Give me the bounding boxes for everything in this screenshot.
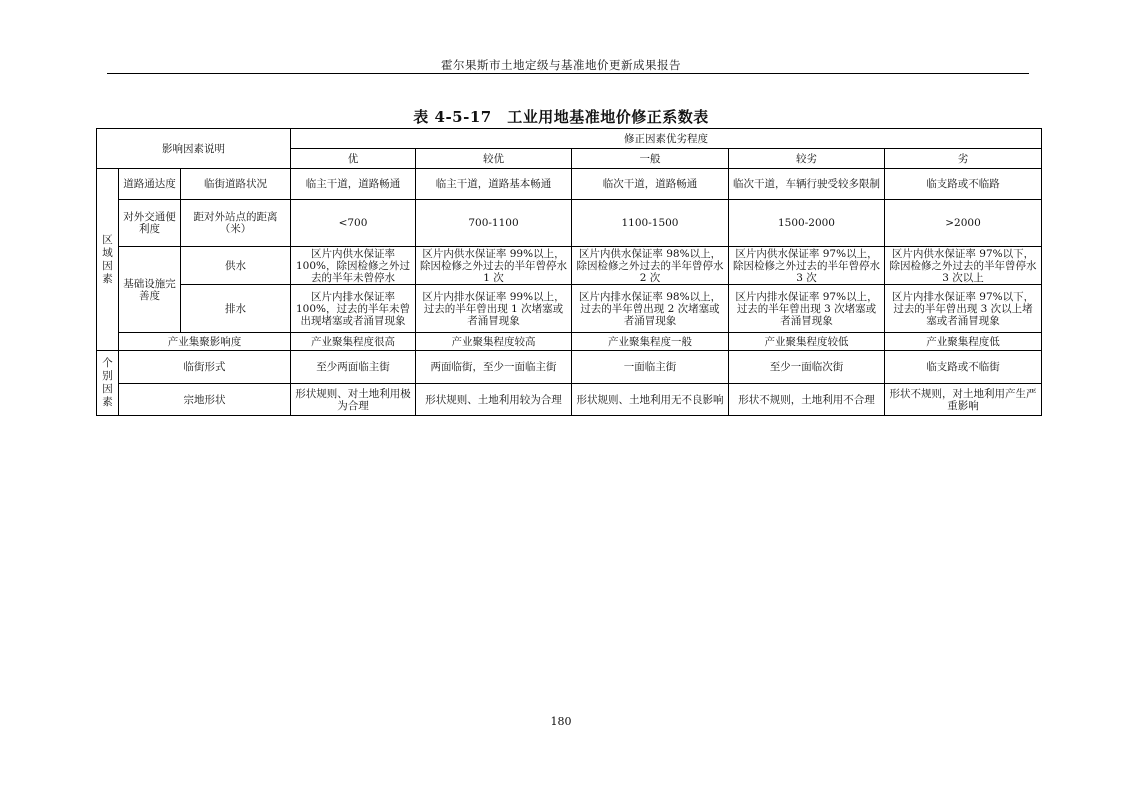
table-cell: 产业聚集程度一般 [572,333,729,351]
table-cell: 两面临街，至少一面临主街 [416,351,572,384]
header-divider [107,73,1029,74]
table-cell: 区片内供水保证率 99%以上，除因检修之外过去的半年曾停水 1 次 [416,247,572,285]
table-cell: 临次干道，车辆行驶受较多限制 [729,169,885,200]
level-header: 一般 [572,149,729,169]
table-cell: 区片内供水保证率 97%以上，除因检修之外过去的半年曾停水 3 次 [729,247,885,285]
table-cell: 临主干道，道路畅通 [291,169,416,200]
transport-category: 对外交通便利度 [119,200,181,247]
table-cell: 临次干道，道路畅通 [572,169,729,200]
table-cell: 区片内排水保证率 97%以上，过去的半年曾出现 3 次堵塞或者涌冒现象 [729,285,885,333]
table-cell: 1100-1500 [572,200,729,247]
drainage-factor: 排水 [181,285,291,333]
road-access-factor: 临街道路状况 [181,169,291,200]
table-cell: 临支路或不临路 [885,169,1042,200]
industry-agglomeration-factor: 产业集聚影响度 [119,333,291,351]
table-cell: 形状不规则，对土地利用产生严重影响 [885,384,1042,416]
table-title: 表 4-5-17 工业用地基准地价修正系数表 [413,108,709,126]
table-cell: 区片内排水保证率 97%以下，过去的半年曾出现 3 次以上堵塞或者涌冒现象 [885,285,1042,333]
table-cell: 至少一面临次街 [729,351,885,384]
table-cell: 区片内供水保证率100%，除因检修之外过去的半年未曾停水 [291,247,416,285]
table-cell: 产业聚集程度较低 [729,333,885,351]
table-cell: 区片内排水保证率 98%以上，过去的半年曾出现 2 次堵塞或者涌冒现象 [572,285,729,333]
table-cell: >2000 [885,200,1042,247]
table-cell: 至少两面临主街 [291,351,416,384]
table-cell: 一面临主街 [572,351,729,384]
table-cell: 区片内供水保证率 98%以上，除因检修之外过去的半年曾停水 2 次 [572,247,729,285]
frontage-factor: 临街形式 [119,351,291,384]
table-cell: 形状规则、对土地利用极为合理 [291,384,416,416]
table-cell: 区片内供水保证率 97%以下，除因检修之外过去的半年曾停水 3 次以上 [885,247,1042,285]
regional-factors-label: 区域因素 [97,169,119,351]
level-header: 较优 [416,149,572,169]
report-header: 霍尔果斯市土地定级与基准地价更新成果报告 [441,58,681,72]
road-access-category: 道路通达度 [119,169,181,200]
table-cell: 区片内排水保证率100%，过去的半年未曾出现堵塞或者涌冒现象 [291,285,416,333]
infrastructure-category: 基础设施完善度 [119,247,181,333]
table-cell: 产业聚集程度很高 [291,333,416,351]
level-header: 劣 [885,149,1042,169]
table-cell: <700 [291,200,416,247]
table-cell: 形状不规则，土地利用不合理 [729,384,885,416]
degree-header: 修正因素优劣程度 [291,129,1042,149]
table-cell: 形状规则、土地利用较为合理 [416,384,572,416]
level-header: 优 [291,149,416,169]
table-cell: 区片内排水保证率 99%以上，过去的半年曾出现 1 次堵塞或者涌冒现象 [416,285,572,333]
table-cell: 形状规则、土地利用无不良影响 [572,384,729,416]
corner-header: 影响因素说明 [97,129,291,169]
individual-factors-label: 个别因素 [97,351,119,416]
level-header: 较劣 [729,149,885,169]
table-cell: 产业聚集程度低 [885,333,1042,351]
page-number: 180 [550,715,572,728]
parcel-shape-factor: 宗地形状 [119,384,291,416]
table-cell: 1500-2000 [729,200,885,247]
correction-factor-table [96,128,1042,416]
table-cell: 700-1100 [416,200,572,247]
table-cell: 产业聚集程度较高 [416,333,572,351]
water-supply-factor: 供水 [181,247,291,285]
transport-factor: 距对外站点的距离（米） [181,200,291,247]
table-cell: 临支路或不临街 [885,351,1042,384]
table-cell: 临主干道，道路基本畅通 [416,169,572,200]
